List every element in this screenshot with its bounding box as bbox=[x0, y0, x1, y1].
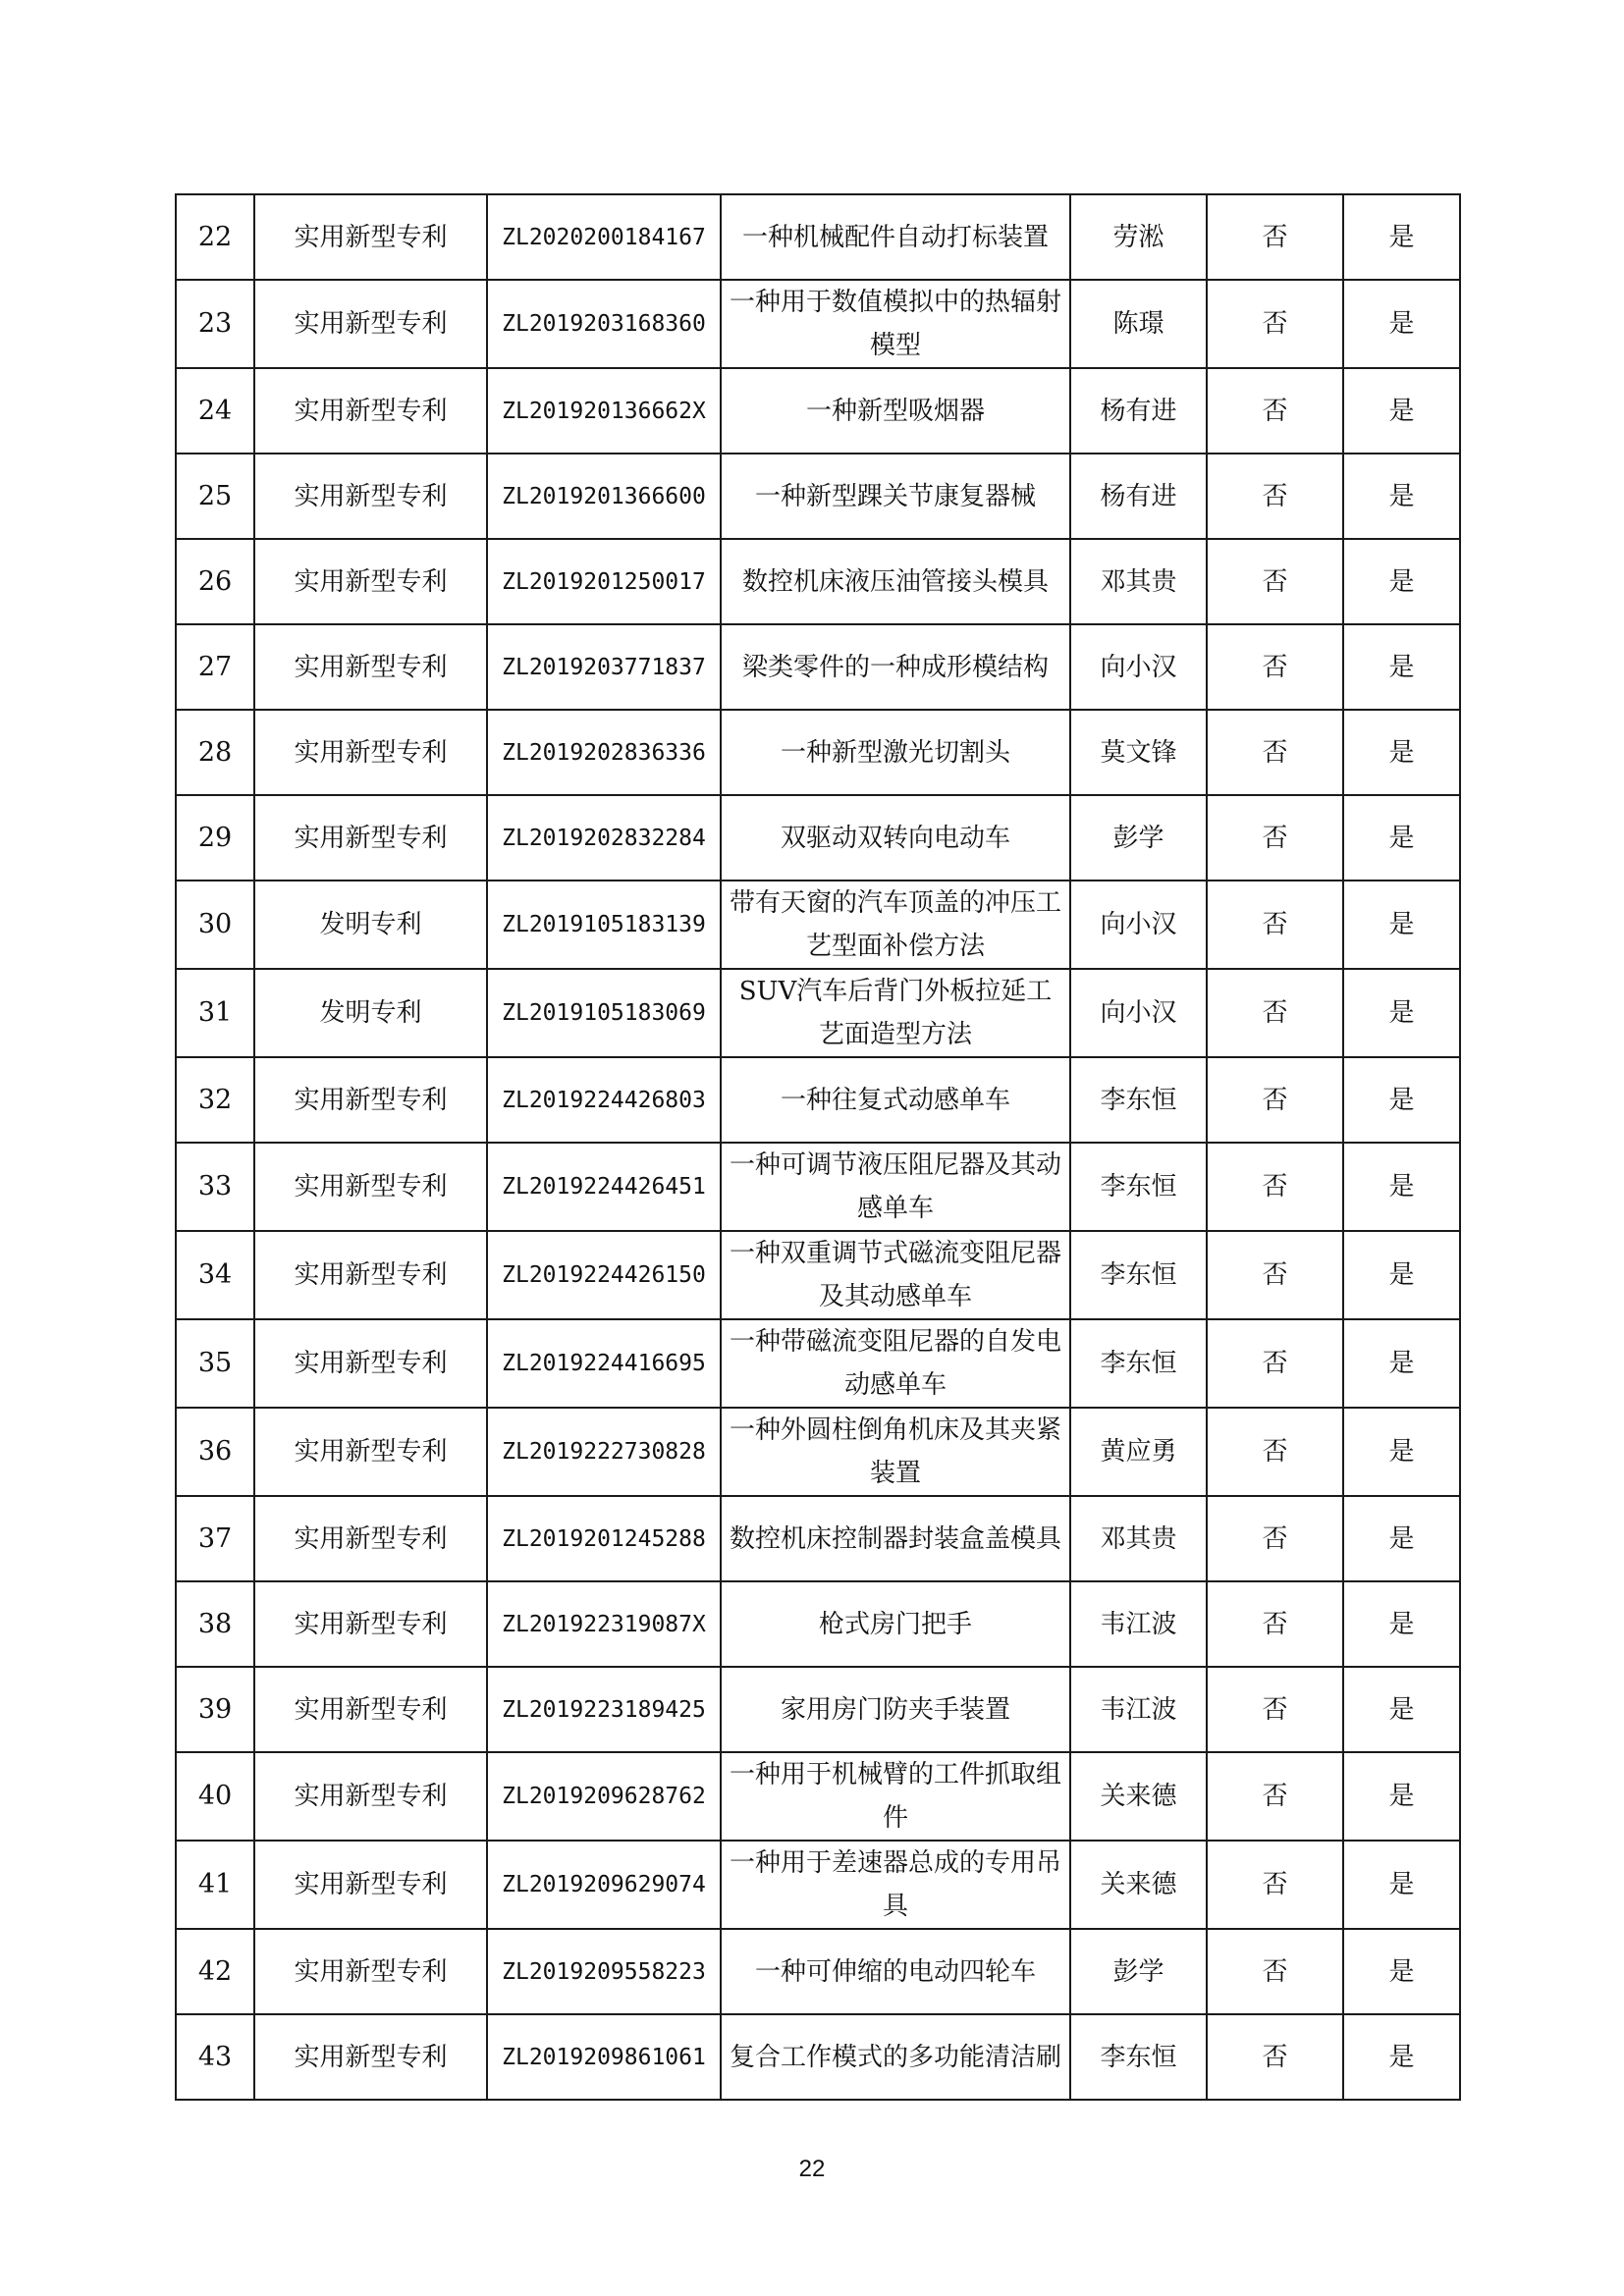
patent-type: 实用新型专利 bbox=[254, 194, 487, 280]
table-row bbox=[176, 1752, 1460, 1841]
patent-number: ZL2019203771837 bbox=[487, 624, 721, 710]
patent-name: 一种带磁流变阻尼器的自发电动感单车 bbox=[721, 1319, 1070, 1408]
status-cell-7: 是 bbox=[1343, 881, 1460, 969]
patent-type: 发明专利 bbox=[254, 881, 487, 969]
patent-type: 发明专利 bbox=[254, 969, 487, 1057]
table-row bbox=[176, 881, 1460, 969]
status-cell-7: 是 bbox=[1343, 194, 1460, 280]
row-number: 31 bbox=[176, 969, 254, 1057]
inventor-name: 邓其贵 bbox=[1070, 539, 1207, 624]
patent-number: ZL201920136662X bbox=[487, 368, 721, 454]
row-number: 32 bbox=[176, 1057, 254, 1143]
table-row bbox=[176, 1667, 1460, 1752]
row-number: 36 bbox=[176, 1408, 254, 1496]
inventor-name: 杨有进 bbox=[1070, 368, 1207, 454]
table-row bbox=[176, 454, 1460, 539]
status-cell-6: 否 bbox=[1207, 194, 1343, 280]
status-cell-7: 是 bbox=[1343, 1841, 1460, 1929]
table-row bbox=[176, 1408, 1460, 1496]
row-number: 22 bbox=[176, 194, 254, 280]
status-cell-7: 是 bbox=[1343, 624, 1460, 710]
status-cell-7: 是 bbox=[1343, 280, 1460, 368]
patent-name: 一种往复式动感单车 bbox=[721, 1057, 1070, 1143]
patent-number: ZL2019222730828 bbox=[487, 1408, 721, 1496]
patent-type: 实用新型专利 bbox=[254, 1408, 487, 1496]
status-cell-6: 否 bbox=[1207, 1752, 1343, 1841]
row-number: 42 bbox=[176, 1929, 254, 2014]
status-cell-7: 是 bbox=[1343, 969, 1460, 1057]
patent-name: 一种新型踝关节康复器械 bbox=[721, 454, 1070, 539]
status-cell-6: 否 bbox=[1207, 1841, 1343, 1929]
inventor-name: 李东恒 bbox=[1070, 1057, 1207, 1143]
status-cell-7: 是 bbox=[1343, 1929, 1460, 2014]
inventor-name: 彭学 bbox=[1070, 1929, 1207, 2014]
patent-type: 实用新型专利 bbox=[254, 1841, 487, 1929]
patent-number: ZL2020200184167 bbox=[487, 194, 721, 280]
inventor-name: 韦江波 bbox=[1070, 1667, 1207, 1752]
table-row bbox=[176, 1143, 1460, 1231]
status-cell-6: 否 bbox=[1207, 454, 1343, 539]
inventor-name: 黄应勇 bbox=[1070, 1408, 1207, 1496]
status-cell-6: 否 bbox=[1207, 969, 1343, 1057]
patent-type: 实用新型专利 bbox=[254, 624, 487, 710]
table-row bbox=[176, 280, 1460, 368]
patent-number: ZL2019209628762 bbox=[487, 1752, 721, 1841]
patent-name: 一种新型激光切割头 bbox=[721, 710, 1070, 795]
status-cell-7: 是 bbox=[1343, 454, 1460, 539]
table-row bbox=[176, 710, 1460, 795]
table-row bbox=[176, 368, 1460, 454]
patent-type: 实用新型专利 bbox=[254, 1929, 487, 2014]
status-cell-7: 是 bbox=[1343, 2014, 1460, 2100]
patent-name: 一种可伸缩的电动四轮车 bbox=[721, 1929, 1070, 2014]
patent-number: ZL2019209861061 bbox=[487, 2014, 721, 2100]
status-cell-6: 否 bbox=[1207, 1143, 1343, 1231]
status-cell-7: 是 bbox=[1343, 1231, 1460, 1319]
status-cell-6: 否 bbox=[1207, 1581, 1343, 1667]
status-cell-6: 否 bbox=[1207, 1929, 1343, 2014]
patent-name: 一种双重调节式磁流变阻尼器及其动感单车 bbox=[721, 1231, 1070, 1319]
table-row bbox=[176, 624, 1460, 710]
patent-name: 梁类零件的一种成形模结构 bbox=[721, 624, 1070, 710]
table-row bbox=[176, 2014, 1460, 2100]
status-cell-7: 是 bbox=[1343, 710, 1460, 795]
status-cell-7: 是 bbox=[1343, 1408, 1460, 1496]
patent-table-body bbox=[176, 194, 1460, 2100]
patent-number: ZL2019203168360 bbox=[487, 280, 721, 368]
patent-name: 一种可调节液压阻尼器及其动感单车 bbox=[721, 1143, 1070, 1231]
patent-type: 实用新型专利 bbox=[254, 2014, 487, 2100]
status-cell-7: 是 bbox=[1343, 1752, 1460, 1841]
table-row bbox=[176, 1231, 1460, 1319]
inventor-name: 邓其贵 bbox=[1070, 1496, 1207, 1581]
row-number: 40 bbox=[176, 1752, 254, 1841]
inventor-name: 劳淞 bbox=[1070, 194, 1207, 280]
inventor-name: 李东恒 bbox=[1070, 1143, 1207, 1231]
inventor-name: 李东恒 bbox=[1070, 2014, 1207, 2100]
row-number: 37 bbox=[176, 1496, 254, 1581]
table-row bbox=[176, 1496, 1460, 1581]
table-row bbox=[176, 194, 1460, 280]
patent-type: 实用新型专利 bbox=[254, 1496, 487, 1581]
patent-name: 一种外圆柱倒角机床及其夹紧装置 bbox=[721, 1408, 1070, 1496]
table-row bbox=[176, 539, 1460, 624]
status-cell-6: 否 bbox=[1207, 368, 1343, 454]
inventor-name: 莫文锋 bbox=[1070, 710, 1207, 795]
patent-table bbox=[175, 193, 1461, 2101]
inventor-name: 关来德 bbox=[1070, 1841, 1207, 1929]
patent-type: 实用新型专利 bbox=[254, 368, 487, 454]
inventor-name: 陈璟 bbox=[1070, 280, 1207, 368]
status-cell-6: 否 bbox=[1207, 539, 1343, 624]
patent-type: 实用新型专利 bbox=[254, 454, 487, 539]
status-cell-7: 是 bbox=[1343, 1496, 1460, 1581]
patent-type: 实用新型专利 bbox=[254, 1143, 487, 1231]
patent-name: 带有天窗的汽车顶盖的冲压工艺型面补偿方法 bbox=[721, 881, 1070, 969]
row-number: 41 bbox=[176, 1841, 254, 1929]
row-number: 30 bbox=[176, 881, 254, 969]
status-cell-6: 否 bbox=[1207, 624, 1343, 710]
patent-name: 枪式房门把手 bbox=[721, 1581, 1070, 1667]
patent-number: ZL2019209629074 bbox=[487, 1841, 721, 1929]
status-cell-6: 否 bbox=[1207, 1057, 1343, 1143]
status-cell-6: 否 bbox=[1207, 795, 1343, 881]
patent-type: 实用新型专利 bbox=[254, 539, 487, 624]
patent-type: 实用新型专利 bbox=[254, 1231, 487, 1319]
row-number: 33 bbox=[176, 1143, 254, 1231]
patent-number: ZL2019105183139 bbox=[487, 881, 721, 969]
patent-name: 一种新型吸烟器 bbox=[721, 368, 1070, 454]
inventor-name: 向小汉 bbox=[1070, 881, 1207, 969]
row-number: 28 bbox=[176, 710, 254, 795]
patent-type: 实用新型专利 bbox=[254, 1581, 487, 1667]
page-number: 22 bbox=[798, 2156, 826, 2182]
patent-name: 一种用于机械臂的工件抓取组件 bbox=[721, 1752, 1070, 1841]
patent-name: 一种用于数值模拟中的热辐射模型 bbox=[721, 280, 1070, 368]
patent-number: ZL2019202836336 bbox=[487, 710, 721, 795]
status-cell-6: 否 bbox=[1207, 1231, 1343, 1319]
patent-type: 实用新型专利 bbox=[254, 710, 487, 795]
patent-number: ZL2019223189425 bbox=[487, 1667, 721, 1752]
row-number: 39 bbox=[176, 1667, 254, 1752]
patent-type: 实用新型专利 bbox=[254, 280, 487, 368]
patent-number: ZL2019224426803 bbox=[487, 1057, 721, 1143]
patent-type: 实用新型专利 bbox=[254, 1667, 487, 1752]
table-row bbox=[176, 1841, 1460, 1929]
patent-number: ZL2019201366600 bbox=[487, 454, 721, 539]
inventor-name: 向小汉 bbox=[1070, 624, 1207, 710]
inventor-name: 关来德 bbox=[1070, 1752, 1207, 1841]
patent-type: 实用新型专利 bbox=[254, 1752, 487, 1841]
status-cell-6: 否 bbox=[1207, 1496, 1343, 1581]
status-cell-7: 是 bbox=[1343, 1581, 1460, 1667]
table-row bbox=[176, 1319, 1460, 1408]
row-number: 38 bbox=[176, 1581, 254, 1667]
patent-number: ZL2019224416695 bbox=[487, 1319, 721, 1408]
status-cell-6: 否 bbox=[1207, 280, 1343, 368]
inventor-name: 李东恒 bbox=[1070, 1319, 1207, 1408]
inventor-name: 李东恒 bbox=[1070, 1231, 1207, 1319]
patent-name: 家用房门防夹手装置 bbox=[721, 1667, 1070, 1752]
patent-number: ZL2019201245288 bbox=[487, 1496, 721, 1581]
patent-number: ZL2019201250017 bbox=[487, 539, 721, 624]
patent-name: 数控机床液压油管接头模具 bbox=[721, 539, 1070, 624]
status-cell-6: 否 bbox=[1207, 881, 1343, 969]
patent-number: ZL2019209558223 bbox=[487, 1929, 721, 2014]
row-number: 27 bbox=[176, 624, 254, 710]
row-number: 23 bbox=[176, 280, 254, 368]
status-cell-7: 是 bbox=[1343, 1319, 1460, 1408]
status-cell-6: 否 bbox=[1207, 1319, 1343, 1408]
row-number: 34 bbox=[176, 1231, 254, 1319]
table-row bbox=[176, 969, 1460, 1057]
status-cell-7: 是 bbox=[1343, 1667, 1460, 1752]
status-cell-7: 是 bbox=[1343, 1057, 1460, 1143]
status-cell-7: 是 bbox=[1343, 1143, 1460, 1231]
row-number: 43 bbox=[176, 2014, 254, 2100]
status-cell-7: 是 bbox=[1343, 539, 1460, 624]
patent-name: SUV汽车后背门外板拉延工艺面造型方法 bbox=[721, 969, 1070, 1057]
patent-type: 实用新型专利 bbox=[254, 1057, 487, 1143]
inventor-name: 杨有进 bbox=[1070, 454, 1207, 539]
patent-name: 数控机床控制器封装盒盖模具 bbox=[721, 1496, 1070, 1581]
row-number: 26 bbox=[176, 539, 254, 624]
patent-name: 双驱动双转向电动车 bbox=[721, 795, 1070, 881]
patent-type: 实用新型专利 bbox=[254, 1319, 487, 1408]
status-cell-6: 否 bbox=[1207, 1667, 1343, 1752]
patent-number: ZL2019224426451 bbox=[487, 1143, 721, 1231]
inventor-name: 韦江波 bbox=[1070, 1581, 1207, 1667]
inventor-name: 彭学 bbox=[1070, 795, 1207, 881]
patent-type: 实用新型专利 bbox=[254, 795, 487, 881]
table-row bbox=[176, 795, 1460, 881]
row-number: 29 bbox=[176, 795, 254, 881]
status-cell-6: 否 bbox=[1207, 1408, 1343, 1496]
row-number: 24 bbox=[176, 368, 254, 454]
patent-number: ZL2019224426150 bbox=[487, 1231, 721, 1319]
status-cell-7: 是 bbox=[1343, 368, 1460, 454]
table-row bbox=[176, 1929, 1460, 2014]
table-row bbox=[176, 1057, 1460, 1143]
patent-number: ZL201922319087X bbox=[487, 1581, 721, 1667]
patent-number: ZL2019202832284 bbox=[487, 795, 721, 881]
patent-number: ZL2019105183069 bbox=[487, 969, 721, 1057]
row-number: 25 bbox=[176, 454, 254, 539]
status-cell-7: 是 bbox=[1343, 795, 1460, 881]
status-cell-6: 否 bbox=[1207, 2014, 1343, 2100]
patent-name: 一种机械配件自动打标装置 bbox=[721, 194, 1070, 280]
table-row bbox=[176, 1581, 1460, 1667]
status-cell-6: 否 bbox=[1207, 710, 1343, 795]
row-number: 35 bbox=[176, 1319, 254, 1408]
inventor-name: 向小汉 bbox=[1070, 969, 1207, 1057]
patent-name: 一种用于差速器总成的专用吊具 bbox=[721, 1841, 1070, 1929]
patent-name: 复合工作模式的多功能清洁刷 bbox=[721, 2014, 1070, 2100]
